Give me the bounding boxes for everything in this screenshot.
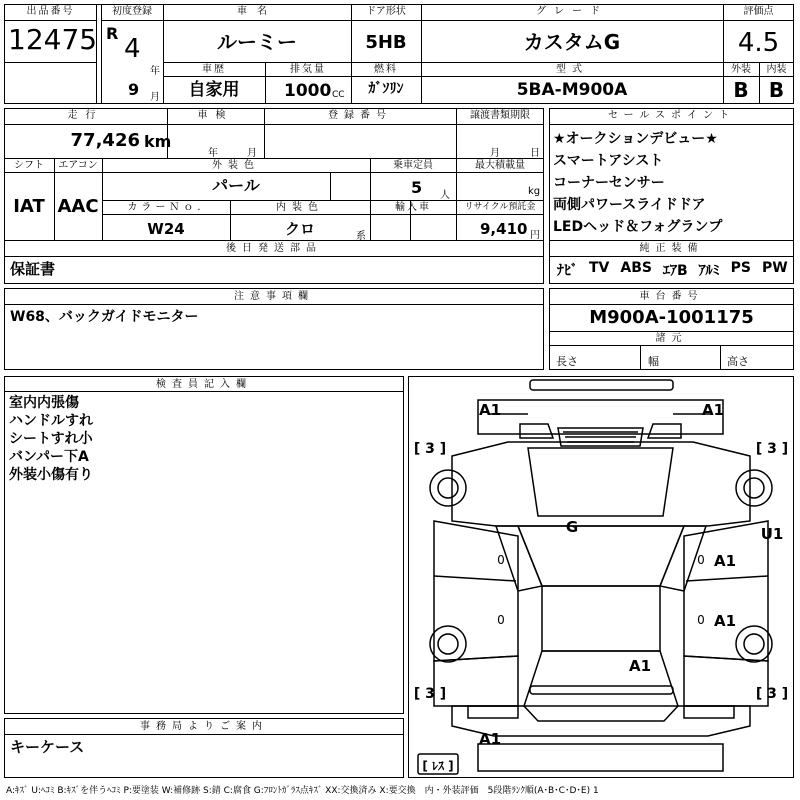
interior-color-label: 内装色 [276,202,324,213]
sales-point: 両側パワースライドドア [553,197,706,213]
inspector-line: ハンドルすれ [9,413,93,429]
office-label: 事務局よりご案内 [140,721,268,732]
mileage-label: 走行 [67,110,104,121]
load-unit: kg [528,186,541,197]
interior-grade: B [768,78,785,102]
mark-right-front-door: A1 [713,552,737,570]
lot-number: 12475 [8,23,98,56]
mark-rear-quarter: A1 [628,657,652,675]
lot-label: 出品番号 [26,6,75,17]
mileage: 77,426 [70,130,140,151]
legend: A:ｷｽﾞ U:ﾍｺﾐ B:ｷｽﾞを伴うﾍｺﾐ P:要塗装 W:補修跡 S:錆 C:腐食 G:ﾌﾛﾝﾄｶﾞﾗｽ点ｷｽﾞ XX:交換済み X:要交換 内・外装評価 5段階ﾗﾝｸ順(A･B･C･D･E) 1 [6,786,599,796]
tire-front-left: [ 3 ] [413,441,447,457]
mark-front-left: A1 [478,401,502,419]
inspector-notes [9,394,399,484]
shift: IAT [13,196,45,217]
exterior-label: 外装 [731,64,751,75]
shift-label: シフト [14,160,44,171]
inspector-line: バンパー下A [9,449,89,465]
equipment-item: PW [762,260,788,276]
handover-day-unit: 日 [530,148,540,159]
color-label: 外装色 [212,160,260,171]
sales-point: コーナーセンサー [553,175,665,191]
equipment-item: ABS [620,260,652,276]
later-parts-label: 後日発送部品 [226,243,322,254]
first-reg-label: 初度登録 [112,6,152,17]
mark-right-front-door-zero: 0 [697,553,705,567]
history: 自家用 [188,80,240,100]
year-unit: 年 [150,66,160,77]
handover-month-unit: 月 [490,148,500,159]
equipment-label: 純正装備 [639,243,704,254]
equipment-list [557,260,793,280]
width-label: 幅 [648,355,659,368]
exterior-grade: B [733,78,749,102]
era: R [106,24,119,43]
recycle-label: リサイクル預託金 [464,202,536,212]
mark-left-front-door: 0 [497,553,505,567]
car-name-label: 車名 [237,6,277,17]
sales-points-list [553,128,793,238]
sales-point: ★オークションデビュー★ [553,131,718,147]
mark-left-rear-door: 0 [497,613,505,627]
handover-label: 譲渡書類期限 [470,110,530,121]
interior-color-unit: 系 [356,231,366,242]
first-reg-year: 4 [124,34,141,64]
capacity: 5 [411,178,423,197]
height-label: 高さ [727,355,749,368]
sales-point: スマートアシスト [553,153,664,169]
door-label: ドア形状 [366,6,406,17]
displacement-label: 排気量 [290,64,326,75]
interior-color: クロ [284,220,315,238]
length-label: 長さ [556,355,578,368]
equipment-item: ｱﾙﾐ [698,263,720,279]
equipment-item: TV [589,260,610,276]
import-label: 輸入車 [395,202,431,213]
mark-front-right: A1 [701,401,725,419]
insp-year-unit: 年 [208,148,218,159]
mark-right-fender: U1 [760,525,784,543]
inspector-line: シートすれ小 [9,431,93,447]
month-unit: 月 [150,92,160,103]
inspector-label: 検査員記入欄 [156,379,252,390]
sales-point: LEDヘッド＆フォグランプ [553,219,723,235]
model-code: 5BA-M900A [516,80,628,100]
color-no-label: カラーＮｏ. [127,202,205,213]
inspector-line: 室内内張傷 [9,395,79,411]
displacement: 1000 [284,81,332,101]
mark-right-rear-door: A1 [713,612,737,630]
notes-label: 注意事項欄 [234,291,314,302]
mark-hood: G [565,518,579,536]
displacement-unit: CC [332,90,345,100]
mark-right-rear-door-zero: 0 [697,613,705,627]
fuel-label: 燃料 [374,64,398,75]
car-diagram [408,376,794,778]
spare-tire: [ ﾚｽ ] [422,759,454,773]
first-reg-month: 9 [128,80,140,99]
sales-label: セールスポイント [607,110,736,121]
color-no: W24 [147,220,185,238]
tire-rear-left: [ 3 ] [413,686,447,702]
recycle-fee: 9,410 [480,220,528,238]
equipment-item: ﾅﾋﾞ [557,263,578,279]
insp-month-unit: 月 [247,148,257,159]
model-label: 型式 [556,64,588,75]
history-label: 車歴 [202,64,226,75]
mark-rear-bumper: A1 [478,730,502,748]
reg-no-label: 登録番号 [328,110,392,121]
capacity-unit: 人 [440,190,450,201]
ac-label: エアコン [58,160,98,171]
equipment-item: PS [730,260,751,276]
mileage-unit: km [144,132,172,151]
exterior-color: パール [212,176,260,195]
specs-label: 諸元 [655,333,688,344]
tire-front-right: [ 3 ] [755,441,789,457]
grade: カスタムG [523,30,621,54]
fuel: ｶﾞｿﾘﾝ [368,81,404,97]
tire-rear-right: [ 3 ] [755,686,789,702]
recycle-unit: 円 [530,230,540,241]
inspector-line: 外装小傷有り [9,467,93,483]
interior-label: 内装 [766,64,787,75]
door-type: 5HB [365,32,407,53]
ac: AAC [57,196,99,217]
chassis-number: M900A-1001175 [589,307,754,328]
score-label: 評価点 [743,6,774,17]
capacity-label: 乗車定員 [393,160,433,171]
load-label: 最大積載量 [475,160,525,171]
later-parts: 保証書 [10,260,56,278]
inspection-label: 車検 [197,110,234,121]
chassis-label: 車台番号 [639,291,704,302]
grade-label: グレード [536,6,608,17]
equipment-item: ｴｱB [662,263,688,279]
car-name: ルーミー [217,30,297,54]
office-text: キーケース [10,738,85,756]
score: 4.5 [737,28,780,58]
notes-text: W68、バックガイドモニター [10,309,199,325]
